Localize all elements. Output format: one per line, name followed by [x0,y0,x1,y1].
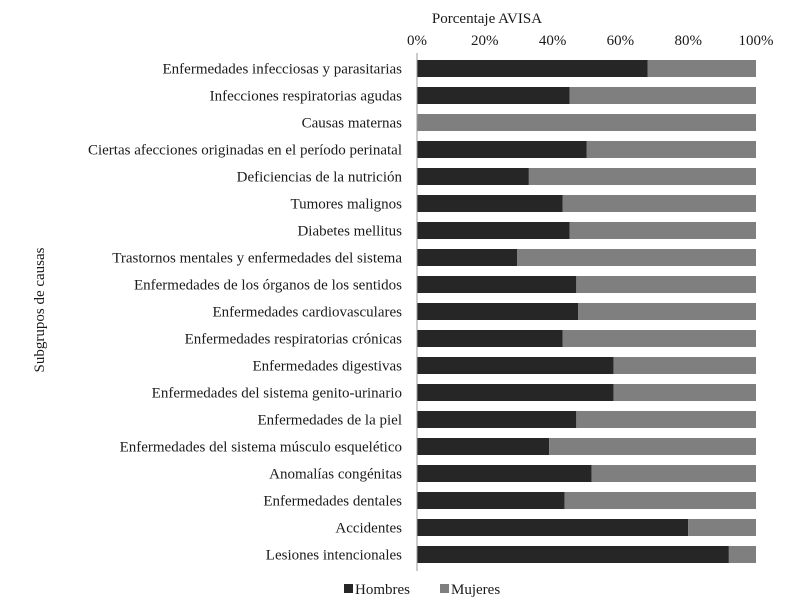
bar-hombres [417,249,517,266]
bars [417,60,756,563]
bar-mujeres [417,114,756,131]
category-label: Anomalías congénitas [269,466,402,483]
bar-mujeres [564,492,756,509]
x-tick-label: 80% [674,33,702,49]
bar-hombres [417,438,549,455]
bar-hombres [417,465,592,482]
x-tick-label: 60% [606,33,635,49]
bar-hombres [417,60,648,77]
category-label: Enfermedades dentales [263,493,402,510]
bar-mujeres [529,168,756,185]
bar-mujeres [517,249,756,266]
legend-swatch-hombres [344,584,353,593]
category-label: Enfermedades infecciosas y parasitarias [162,61,402,78]
x-tick-label: 0% [407,33,427,49]
bar-mujeres [570,222,756,239]
bar-hombres [417,411,576,428]
legend-swatch-mujeres [440,584,449,593]
category-label: Lesiones intencionales [265,547,402,564]
bar-hombres [417,492,564,509]
legend [344,582,500,598]
bar-mujeres [614,384,756,401]
category-label: Enfermedades del sistema músculo esquelético [119,439,402,456]
category-label: Enfermedades digestivas [252,358,402,375]
legend-label-mujeres: Mujeres [451,582,501,598]
x-tick-label: 20% [471,33,499,49]
category-label: Tumores malignos [290,196,402,213]
bar-mujeres [576,276,756,293]
x-axis-title: Porcentaje AVISA [431,11,543,27]
bar-hombres [417,195,563,212]
bar-mujeres [729,546,756,563]
bar-mujeres [563,195,756,212]
bar-hombres [417,546,729,563]
category-label: Enfermedades cardiovasculares [212,304,402,321]
bar-mujeres [587,141,757,158]
category-label: Enfermedades del sistema genito-urinario [151,385,402,402]
bar-hombres [417,87,570,104]
category-label: Diabetes mellitus [297,223,402,240]
bar-mujeres [578,303,756,320]
bar-hombres [417,357,614,374]
category-labels [88,62,403,564]
bar-mujeres [688,519,756,536]
bar-hombres [417,330,563,347]
bar-hombres [417,303,578,320]
bar-mujeres [563,330,756,347]
category-label: Causas maternas [301,115,402,132]
category-label: Enfermedades respiratorias crónicas [184,331,402,348]
legend-label-hombres: Hombres [355,582,410,598]
y-axis-title: Subgrupos de causas [32,247,48,373]
category-label: Enfermedades de la piel [257,412,402,429]
bar-hombres [417,519,688,536]
bar-mujeres [570,87,756,104]
category-label: Accidentes [335,520,402,537]
bar-hombres [417,276,576,293]
bar-hombres [417,384,614,401]
category-label: Deficiencias de la nutrición [236,169,402,186]
bar-hombres [417,141,587,158]
category-label: Infecciones respiratorias agudas [209,88,402,105]
x-tick-label: 40% [538,33,567,49]
category-label: Enfermedades de los órganos de los sentidos [133,277,402,294]
bar-mujeres [549,438,756,455]
bar-mujeres [592,465,756,482]
bar-mujeres [648,60,756,77]
category-label: Ciertas afecciones originadas en el período perinatal [87,142,402,159]
x-tick-label: 100% [738,33,774,49]
bar-hombres [417,168,529,185]
bar-mujeres [614,357,756,374]
x-axis-ticks [407,33,774,49]
category-label: Trastornos mentales y enfermedades del sistema [112,250,402,267]
bar-hombres [417,222,570,239]
bar-mujeres [576,411,756,428]
